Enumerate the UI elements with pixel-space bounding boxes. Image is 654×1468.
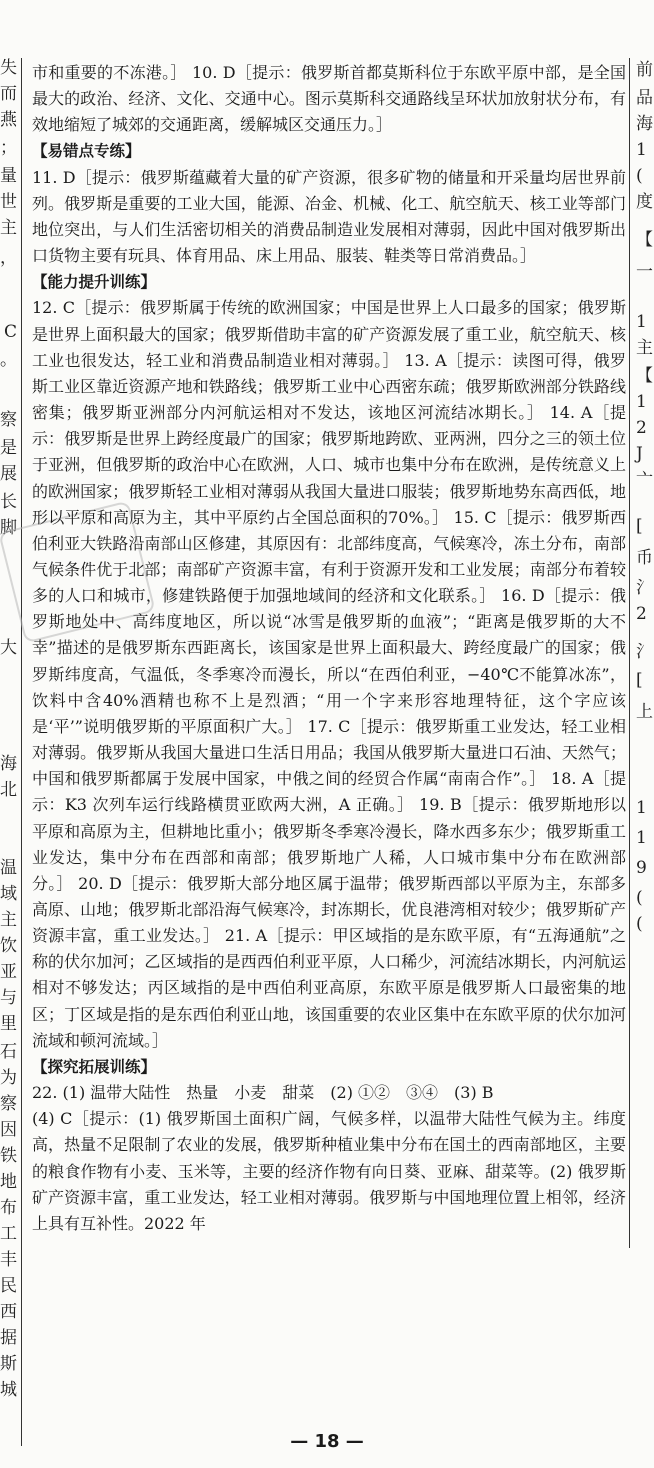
left-edge-char: 丰	[0, 1250, 17, 1270]
left-edge-char: 世	[0, 192, 17, 212]
right-column-divider	[629, 58, 630, 1248]
left-edge-char: 察	[0, 410, 17, 430]
left-edge-char: 据	[0, 1328, 17, 1348]
left-edge-char: 石	[0, 1042, 17, 1062]
left-edge-char: 城	[0, 1380, 17, 1400]
answer-paragraph-10: 市和重要的不冻港。］ 10. D［提示：俄罗斯首都莫斯科位于东欧平原中部，是全国最大的政治、经济、文化、交通中心。图示莫斯科交通路线呈环状加放射状分布，有效地缩短了城郊的交通距离，缓解城区交通压力。］	[32, 63, 626, 135]
left-edge-char: 海	[0, 754, 17, 774]
left-edge-char: 展	[0, 464, 17, 484]
left-edge-char: 铁	[0, 1146, 17, 1166]
right-edge-char: [	[636, 516, 643, 536]
left-edge-char: 大	[0, 638, 17, 658]
right-edge-char: 【	[636, 366, 653, 386]
left-edge-char: 布	[0, 1198, 17, 1218]
left-edge-char: ；	[0, 138, 17, 158]
right-edge-char: 主	[636, 338, 653, 358]
right-edge-char: 1	[636, 140, 647, 160]
left-edge-char: 民	[0, 1276, 17, 1296]
right-edge-char: 亠	[636, 470, 653, 490]
page-number: — 18 —	[290, 1431, 364, 1452]
left-edge-char: 失	[0, 58, 17, 78]
left-edge-char: 亚	[0, 962, 17, 982]
left-edge-char: 温	[0, 858, 17, 878]
right-edge-char: 1	[636, 392, 647, 412]
left-edge-char: 因	[0, 1120, 17, 1140]
right-edge-char: 氵	[636, 642, 653, 662]
right-edge-char: J	[636, 444, 643, 464]
right-edge-char: 9	[636, 858, 647, 878]
left-edge-char: 工	[0, 1224, 17, 1244]
right-edge-char: 币	[636, 548, 653, 568]
left-edge-char: 为	[0, 1068, 17, 1088]
left-edge-char: 长	[0, 492, 17, 512]
section-heading-explore: 【探究拓展训练】	[32, 1057, 157, 1076]
left-edge-char: 与	[0, 988, 17, 1008]
left-edge-char: 西	[0, 1302, 17, 1322]
right-edge-char: 品	[636, 88, 653, 108]
left-edge-char: 量	[0, 166, 17, 186]
answer-column	[32, 60, 626, 1237]
right-edge-char: 2	[636, 604, 647, 624]
left-edge-char: 域	[0, 884, 17, 904]
left-column-divider	[21, 58, 22, 1446]
left-edge-char: 饮	[0, 936, 17, 956]
answer-paragraph-11: 11. D［提示：俄罗斯蕴藏着大量的矿产资源，很多矿物的储量和开采量均居世界前列。俄罗斯是重要的工业大国，能源、冶金、机械、化工、航空航天、核工业等部门地位突出，与人们生活密切相关的消费品制造业发展相对薄弱，因此中国对俄罗斯出口货物主要有玩具、体育用品、床上用品、服装、鞋类等日常消费品。］	[32, 167, 626, 266]
right-edge-char: 氵	[636, 578, 653, 598]
right-edge-char: 前	[636, 60, 653, 80]
right-edge-char: [	[636, 670, 643, 690]
right-edge-char: 一	[636, 262, 653, 282]
left-page-edge	[0, 0, 18, 1468]
right-edge-char: 2	[636, 418, 647, 438]
left-edge-char: C	[3, 322, 17, 342]
right-edge-char: (	[636, 166, 643, 186]
right-edge-char: (	[636, 888, 643, 908]
left-edge-char: 。	[0, 350, 17, 370]
left-edge-char: 主	[0, 910, 17, 930]
left-edge-char: ，	[0, 248, 17, 268]
left-edge-char: 脚	[0, 518, 17, 538]
right-edge-char: 度	[636, 192, 653, 212]
left-edge-char: 里	[0, 1014, 17, 1034]
answer-paragraph-12-21: 12. C［提示：俄罗斯属于传统的欧洲国家；中国是世界上人口最多的国家；俄罗斯是世界上面积最大的国家；俄罗斯借助丰富的矿产资源发展了重工业，航空航天、核工业也很发达，轻工业和消费品制造业相对薄弱。］ 13. A［提示：读图可得，俄罗斯工业区靠近资源产地和铁路线；俄罗斯工业中心西密东疏；俄罗斯欧洲部分铁路线密集；俄罗斯亚洲部分内河航运相对不发达，该地区河流结冰期长。］ 14. A［提示：俄罗斯是世界上跨经度最广的国家；俄罗斯地跨欧、亚两洲，四分之三的领土位于亚洲，但俄罗斯的政治中心在欧洲，人口、城市也集中分布在欧洲，是传统意义上的欧洲国家；俄罗斯轻工业相对薄弱从我国大量进口服装；俄罗斯地势东高西低，地形以平原和高原为主，其中平原约占全国总面积的70%。］ 15. C［提示：俄罗斯西伯利亚大铁路沿南部山区修建，其原因有：北部纬度高，气候寒冷，冻土分布，南部气候条件优于北部；南部矿产资源丰富，有利于资源开发和工业发展；南部分布着较多的人口和城市，修建铁路便于加强地域间的经济和文化联系。］ 16. D［提示：俄罗斯地处中、高纬度地区，所以说“冰雪是俄罗斯的血液”；“距离是俄罗斯的大不幸”描述的是俄罗斯东西距离长，该国家是世界上面积最大、跨经度最广的国家；俄罗斯纬度高，气温低，冬季寒冷而漫长，所以“在西伯利亚，−40℃不能算冰冻”，饮料中含40%酒精也称不上是烈酒；“用一个字来形容地理特征，这个字应该是‘平’”说明俄罗斯的平原面积广大。］ 17. C［提示：俄罗斯重工业发达，轻工业相对薄弱。俄罗斯从我国大量进口生活日用品；我国从俄罗斯大量进口石油、天然气；中国和俄罗斯都属于发展中国家，中俄之间的经贸合作属“南南合作”。］ 18. A［提示：K3 次列车运行线路横贯亚欧两大洲，A 正确。］ 19. B［提示：俄罗斯地形以平原和高原为主，但耕地比重小；俄罗斯冬季寒冷漫长，降水西多东少；俄罗斯重工业发达，集中分布在西部和南部；俄罗斯地广人稀，人口城市集中分布在欧洲部分。］ 20. D［提示：俄罗斯大部分地区属于温带；俄罗斯西部以平原为主，东部多高原、山地；俄罗斯北部沿海气候寒冷，封冻期长，优良港湾相对较少；俄罗斯矿产资源丰富，重工业发达。］ 21. A［提示：甲区域指的是东欧平原，有“五海通航”之称的伏尔加河；乙区域指的是西西伯利亚平原，人口稀少，河流结冰期长，内河航运相对不够发达；丙区域指的是中西伯利亚高原，东欧平原是俄罗斯人口最密集的地区；丁区域是指的是东西伯利亚山地，该国重要的农业区集中在东欧平原的伏尔加河流域和顿河流域。］	[32, 298, 626, 1050]
right-edge-char: 1	[636, 798, 647, 818]
right-edge-char: 【	[636, 230, 653, 250]
left-edge-char: 燕	[0, 110, 17, 130]
right-edge-char: 海	[636, 114, 653, 134]
right-edge-char: 1	[636, 312, 647, 332]
answer-paragraph-22-hint: (4) C［提示：(1) 俄罗斯国土面积广阔，气候多样，以温带大陆性气候为主。纬度高，热量不足限制了农业的发展，俄罗斯种植业集中分布在国土的西南部地区，主要的粮食作物有小麦、玉米等，主要的经济作物有向日葵、亚麻、甜菜等。(2) 俄罗斯矿产资源丰富，重工业发达，轻工业相对薄弱。俄罗斯与中国地理位置上相邻，经济上具有互补性。2022 年	[32, 1109, 626, 1233]
left-edge-char: 而	[0, 84, 17, 104]
left-edge-char: 察	[0, 1094, 17, 1114]
section-heading-error-prone: 【易错点专练】	[32, 142, 141, 161]
right-edge-char: 上	[636, 702, 653, 722]
left-edge-char: 北	[0, 780, 17, 800]
section-heading-ability: 【能力提升训练】	[32, 273, 157, 292]
right-page-edge	[634, 0, 654, 1468]
right-edge-char: (	[636, 914, 643, 934]
left-edge-char: 斯	[0, 1354, 17, 1374]
left-edge-char: 主	[0, 218, 17, 238]
right-edge-char: 1	[636, 828, 647, 848]
left-edge-char: 是	[0, 438, 17, 458]
answer-paragraph-22-blanks: 22. (1) 温带大陆性 热量 小麦 甜菜 (2) ①② ③④ (3) B	[32, 1083, 494, 1103]
left-edge-char: 地	[0, 1172, 17, 1192]
